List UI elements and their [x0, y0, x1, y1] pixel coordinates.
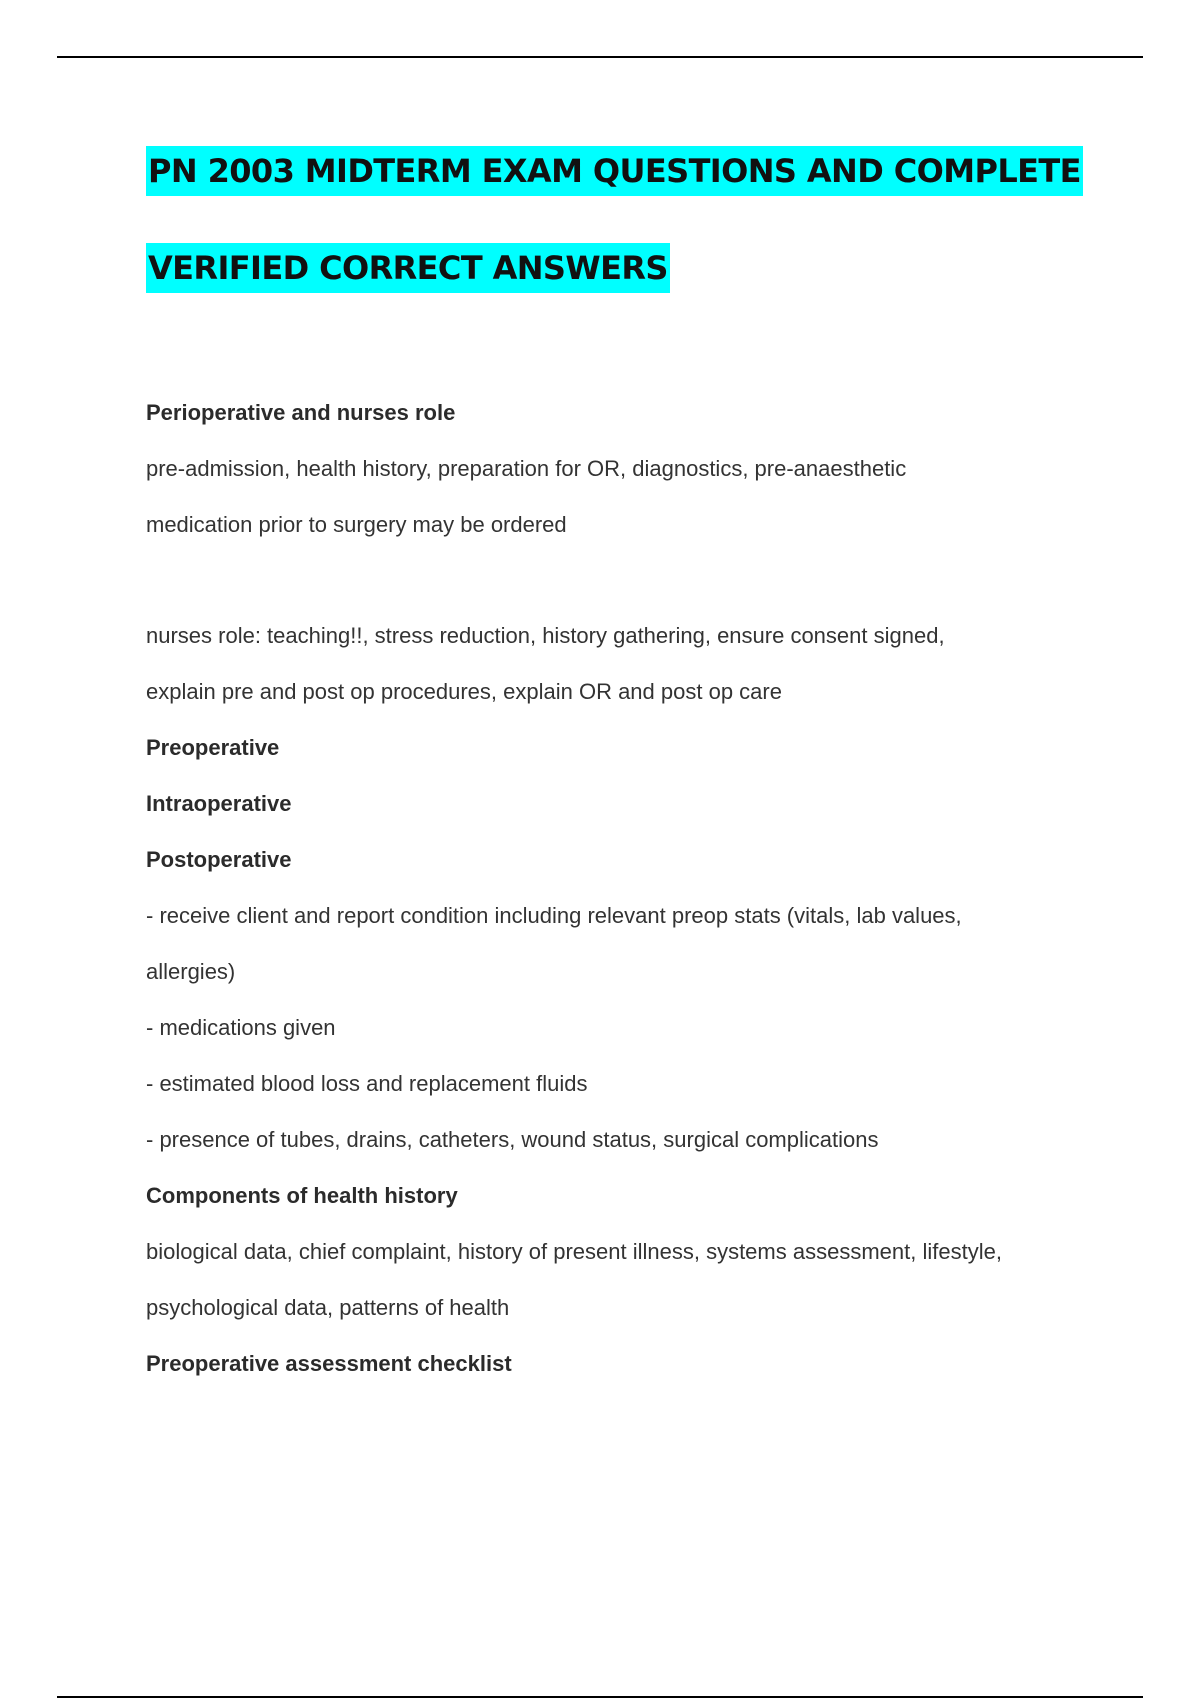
answer-text: allergies): [146, 959, 236, 984]
question-heading: Preoperative assessment checklist: [146, 1351, 512, 1376]
question-heading: Preoperative: [146, 735, 280, 760]
document-body: [146, 385, 1106, 1392]
header-rule: [57, 56, 1143, 58]
answer-text: - estimated blood loss and replacement fluids: [146, 1071, 588, 1096]
answer-text: - receive client and report condition including relevant preop stats (vitals, lab values,: [146, 903, 962, 928]
answer-text: biological data, chief complaint, history of present illness, systems assessment, lifestyle,: [146, 1239, 1002, 1264]
question-heading: Perioperative and nurses role: [146, 400, 456, 425]
footer-rule: [57, 1696, 1143, 1698]
answer-text: - presence of tubes, drains, catheters, wound status, surgical complications: [146, 1127, 879, 1152]
question-heading: Postoperative: [146, 847, 292, 872]
document-title-line-1: PN 2003 MIDTERM EXAM QUESTIONS AND COMPLETE: [146, 146, 1083, 196]
answer-text: - medications given: [146, 1015, 336, 1040]
blank-line: [146, 553, 1106, 608]
question-heading: Intraoperative: [146, 791, 292, 816]
answer-text: psychological data, patterns of health: [146, 1295, 510, 1320]
answer-text: nurses role: teaching!!, stress reduction, history gathering, ensure consent signed,: [146, 623, 945, 648]
question-heading: Components of health history: [146, 1183, 458, 1208]
answer-text: pre-admission, health history, preparation for OR, diagnostics, pre-anaesthetic: [146, 456, 907, 481]
document-title-line-2: VERIFIED CORRECT ANSWERS: [146, 243, 670, 293]
answer-text: medication prior to surgery may be ordered: [146, 512, 567, 537]
answer-text: explain pre and post op procedures, explain OR and post op care: [146, 679, 782, 704]
